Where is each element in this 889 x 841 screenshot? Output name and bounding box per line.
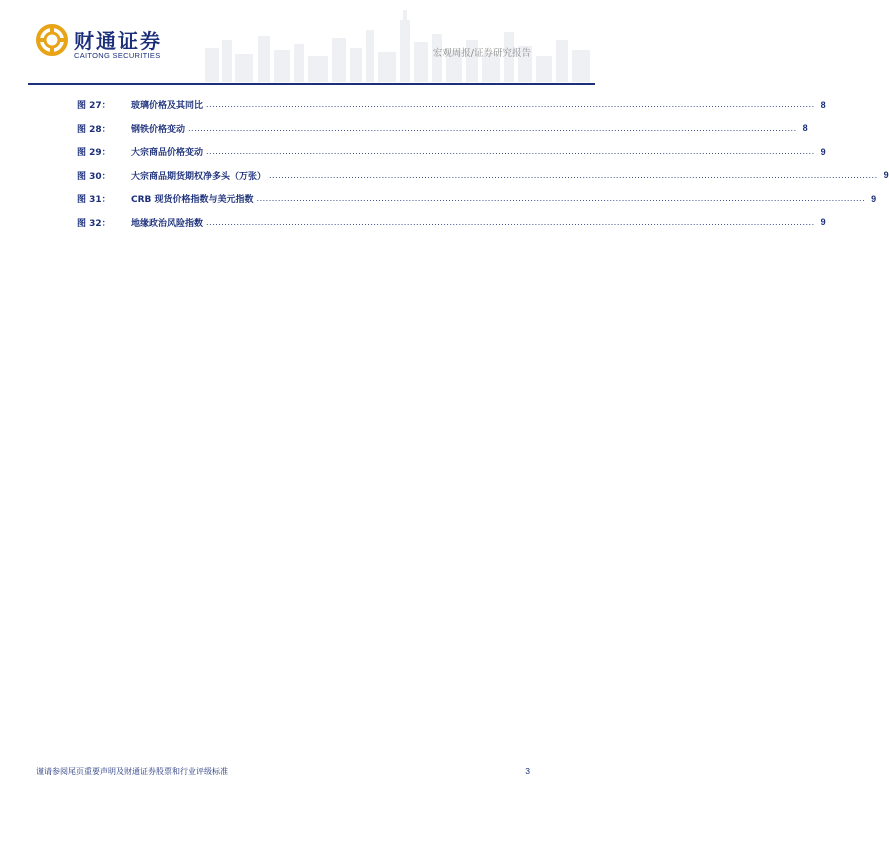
logo-english-name: CAITONG SECURITIES (74, 51, 161, 60)
toc-figure-number: 图 27： (77, 101, 111, 112)
toc-dot-leader: ........................................................................................................................................................................................................ (206, 147, 815, 157)
toc-entry[interactable] (77, 187, 877, 211)
toc-entry[interactable] (77, 140, 826, 164)
toc-figure-number: 图 31： (77, 195, 111, 206)
footer-page-number: 3 (525, 766, 530, 776)
header-divider (28, 83, 595, 85)
city-skyline-watermark (200, 10, 595, 82)
toc-entry[interactable] (77, 93, 826, 117)
toc-page-number: 8 (802, 123, 808, 134)
toc-figure-title: 大宗商品期货期权净多头（万张） (131, 171, 267, 182)
toc-dot-leader: ........................................................................................................................................................................................................ (269, 170, 878, 180)
toc-figure-title: CRB 现货价格指数与美元指数 (131, 195, 254, 206)
brand-logo (36, 24, 196, 64)
footer-disclaimer: 谨请参阅尾页重要声明及财通证券股票和行业评级标准 (36, 767, 228, 776)
toc-entry[interactable] (77, 211, 826, 235)
page-header (0, 0, 595, 86)
toc-dot-leader: ........................................................................................................................................................................................................ (256, 194, 866, 204)
toc-page-number: 9 (820, 146, 826, 157)
toc-page-number: 8 (820, 99, 826, 110)
toc-dot-leader: ........................................................................................................................................................................................................ (206, 217, 815, 227)
toc-figure-title: 钢铁价格变动 (131, 124, 186, 135)
report-type-label: 宏观周报/证券研究报告 (432, 48, 531, 59)
toc-figure-title: 玻璃价格及其同比 (131, 101, 204, 112)
toc-page-number: 9 (871, 193, 877, 204)
toc-figure-number: 图 32： (77, 218, 111, 229)
toc-figure-title: 大宗商品价格变动 (131, 148, 204, 159)
toc-entry[interactable] (77, 164, 889, 188)
table-of-figures (77, 93, 889, 234)
toc-figure-title: 地缘政治风险指数 (131, 218, 204, 229)
toc-dot-leader: ........................................................................................................................................................................................................ (188, 123, 797, 133)
logo-chinese-name: 财通证券 (74, 29, 162, 53)
toc-entry[interactable] (77, 117, 808, 141)
caitong-logo-icon (36, 24, 68, 56)
toc-figure-number: 图 28： (77, 124, 111, 135)
toc-figure-number: 图 30： (77, 171, 111, 182)
toc-page-number: 9 (820, 217, 826, 228)
toc-page-number: 9 (883, 170, 889, 181)
toc-dot-leader: ........................................................................................................................................................................................................ (206, 100, 815, 110)
toc-figure-number: 图 29： (77, 148, 111, 159)
